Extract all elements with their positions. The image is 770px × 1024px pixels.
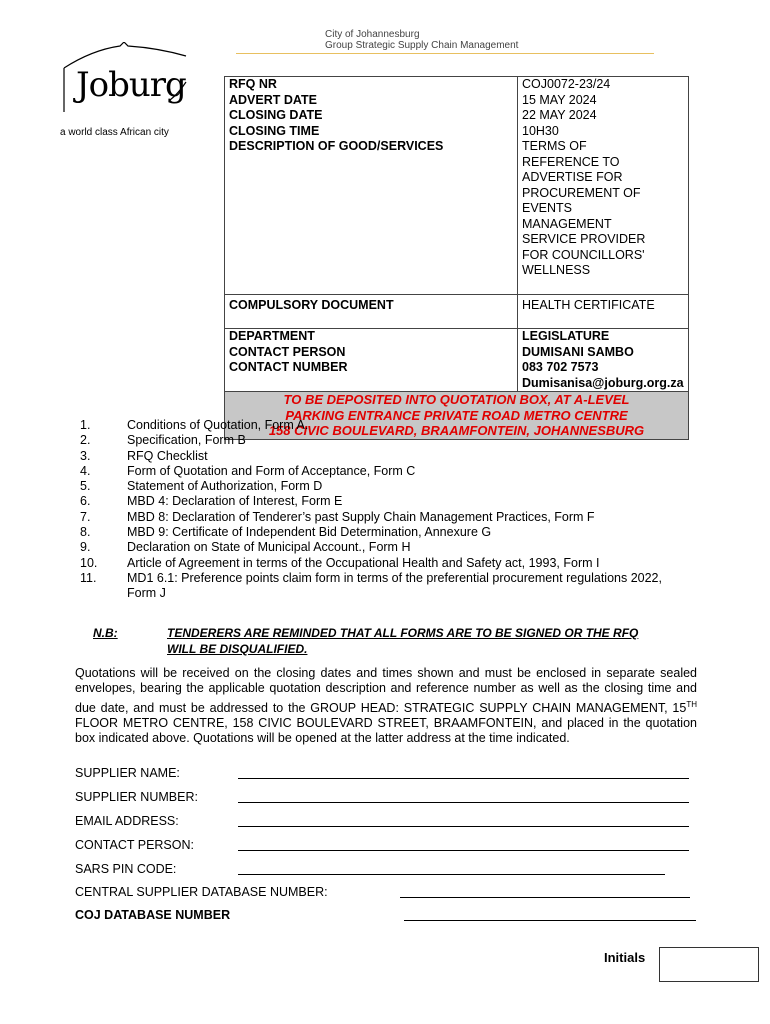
- rfq-nr-label: RFQ NR: [225, 77, 518, 93]
- department-value: LEGISLATURE: [518, 329, 689, 345]
- advert-date-label: ADVERT DATE: [225, 93, 518, 109]
- header-divider: [236, 53, 654, 54]
- supplier-number-label: SUPPLIER NUMBER:: [75, 790, 198, 804]
- advert-date-value: 15 MAY 2024: [522, 92, 597, 107]
- list-item: 5. Statement of Authorization, Form D: [80, 479, 323, 494]
- header-city: City of Johannesburg: [325, 29, 420, 40]
- closing-time-label: CLOSING TIME: [225, 124, 518, 140]
- list-item: 3. RFQ Checklist: [80, 448, 208, 463]
- nb-warning: TENDERERS ARE REMINDED THAT ALL FORMS ARE TO BE SIGNED OR THE RFQ WILL BE DISQUALIFIED.: [167, 626, 639, 656]
- list-item: 11. MD1 6.1: Preference points claim form in terms of the preferential procurement regulations 2022, Form J: [80, 570, 662, 601]
- nb-label: N.B:: [93, 626, 118, 640]
- csd-number-field[interactable]: [400, 897, 690, 898]
- email-address-label: EMAIL ADDRESS:: [75, 814, 179, 828]
- list-item: 4. Form of Quotation and Form of Acceptance, Form C: [80, 463, 416, 478]
- email-address-field[interactable]: [238, 826, 689, 827]
- compulsory-document-label: COMPULSORY DOCUMENT: [225, 294, 518, 329]
- contact-person-value: DUMISANI SAMBO: [522, 344, 634, 359]
- deposit-line-1: TO BE DEPOSITED INTO QUOTATION BOX, AT A-LEVEL: [283, 392, 630, 407]
- list-item: 1. Conditions of Quotation, Form A.: [80, 418, 309, 432]
- closing-date-value: 22 MAY 2024: [522, 108, 597, 122]
- rfq-nr-value: COJ0072-23/24: [522, 77, 611, 91]
- contact-person-field[interactable]: [238, 850, 689, 851]
- closing-date-label: CLOSING DATE: [225, 108, 518, 124]
- supplier-name-label: SUPPLIER NAME:: [75, 766, 180, 780]
- submission-instructions: Quotations will be received on the closing dates and times shown and must be enclosed in separate sealed envelopes, bearing the applicable quotation description and reference number as well as the closing time and due date, and must be addressed to the GROUP HEAD: STRATEGIC SUPPLY CHAIN MANAGEMENT, 15TH FLOOR METRO CENTRE, 158 CIVIC BOULEVARD STREET, BRAAMFONTEIN, and placed in the quotation box indicated above. Quotations will be opened at the latter address at the time indicated.: [75, 666, 697, 746]
- supplier-name-field[interactable]: [238, 778, 689, 779]
- list-item: 8. MBD 9: Certificate of Independent Bid Determination, Annexure G: [80, 525, 492, 540]
- coj-database-field[interactable]: [404, 920, 696, 921]
- rfq-info-table: [224, 76, 689, 440]
- list-item: 10. Article of Agreement in terms of the Occupational Health and Safety act, 1993, Form I: [80, 555, 600, 570]
- contact-number-value: [518, 360, 689, 392]
- description-value: TERMS OF REFERENCE TO ADVERTISE FOR PROCUREMENT OF EVENTS MANAGEMENT SERVICE PROVIDER FOR COUNCILLORS' WELLNESS: [522, 139, 646, 277]
- contact-email: Dumisanisa@joburg.org.za: [522, 375, 684, 390]
- closing-time-value: 10H30: [522, 123, 559, 138]
- coj-database-label: COJ DATABASE NUMBER: [75, 908, 231, 922]
- description-label: DESCRIPTION OF GOOD/SERVICES: [225, 139, 518, 294]
- list-item: 9. Declaration on State of Municipal Account., Form H: [80, 540, 411, 555]
- csd-number-label: CENTRAL SUPPLIER DATABASE NUMBER:: [75, 885, 328, 899]
- deposit-line-2: PARKING ENTRANCE PRIVATE ROAD METRO CENTRE: [285, 407, 628, 423]
- logo-tagline: a world class African city: [60, 127, 169, 138]
- contact-person-label: CONTACT PERSON: [225, 345, 518, 361]
- department-label: DEPARTMENT: [225, 329, 518, 345]
- required-documents-list: [80, 418, 690, 602]
- supplier-number-field[interactable]: [238, 802, 689, 803]
- sars-pin-label: SARS PIN CODE:: [75, 862, 177, 876]
- contact-person-field-label: CONTACT PERSON:: [75, 838, 194, 852]
- contact-phone: 083 702 7573: [522, 360, 599, 374]
- list-item: 2. Specification, Form B: [80, 433, 246, 448]
- compulsory-document-value: HEALTH CERTIFICATE: [518, 294, 689, 329]
- deposit-line-3: 158 CIVIC BOULEVARD, BRAAMFONTEIN, JOHANNESBURG: [268, 423, 645, 438]
- contact-number-label: CONTACT NUMBER: [225, 360, 518, 392]
- logo-wordmark: Joburg: [76, 65, 186, 105]
- sars-pin-field[interactable]: [238, 874, 665, 875]
- list-item: 7. MBD 8: Declaration of Tenderer’s past Supply Chain Management Practices, Form F: [80, 509, 595, 524]
- initials-label: Initials: [604, 950, 646, 965]
- initials-box[interactable]: [659, 947, 759, 982]
- list-item: 6. MBD 4: Declaration of Interest, Form E: [80, 494, 343, 509]
- header-department: Group Strategic Supply Chain Management: [325, 40, 519, 51]
